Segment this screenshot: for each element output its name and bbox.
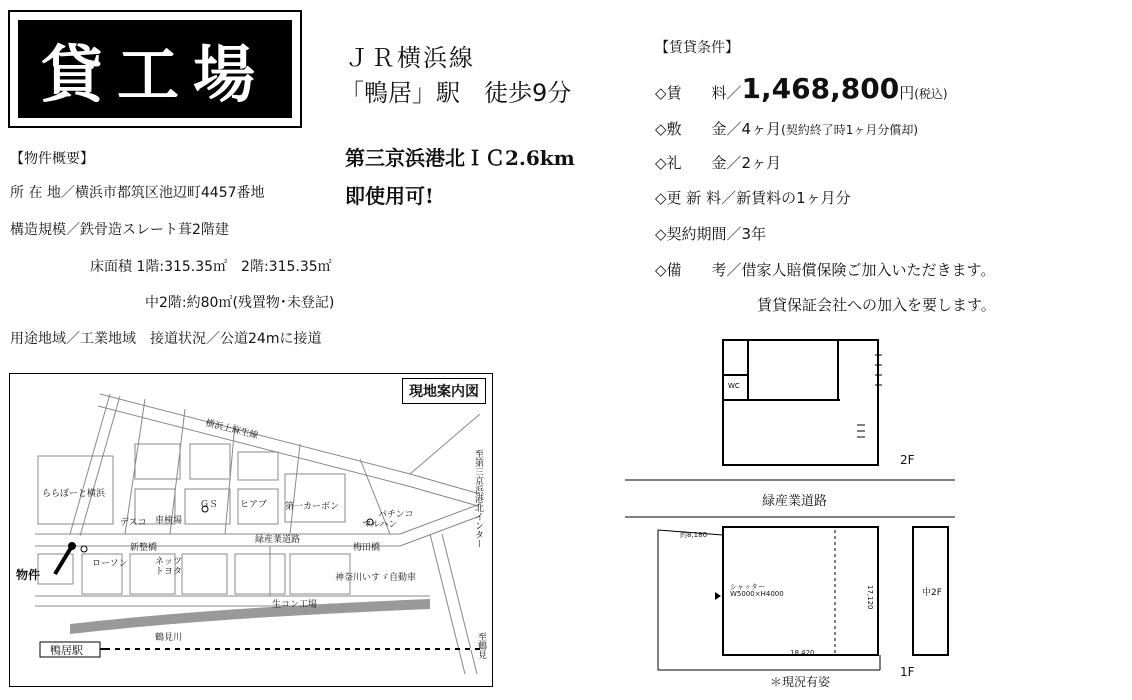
map-label-gs: ＧＳ xyxy=(200,500,219,510)
station-walk: 「鴨居」駅 徒歩9分 xyxy=(340,79,572,107)
location-map xyxy=(9,373,493,687)
rent-unit: 円 xyxy=(899,84,915,102)
ic-distance: 第三京浜港北ＩＣ2.6km xyxy=(345,146,575,170)
map-label-carbon: 第一カーボン xyxy=(285,502,340,512)
map-label-umedabashi: 梅田橋 xyxy=(353,543,381,553)
overview-heading: 【物件概要】 xyxy=(10,151,94,167)
title-box xyxy=(8,10,302,128)
deposit-value: 4ヶ月 xyxy=(741,120,782,138)
map-badge: 現地案内図 xyxy=(402,378,486,404)
plan-2f-label: 2F xyxy=(900,453,915,467)
availability: 即使用可! xyxy=(345,184,434,208)
map-label-isuzu: 神奈川いすゞ自動車 xyxy=(335,573,417,583)
zoning: 用途地域／工業地域 接道状況／公道24mに接道 xyxy=(10,331,322,347)
plan-shutter: シャッター xyxy=(730,583,765,591)
train-line: ＪＲ横浜線 xyxy=(345,44,475,72)
map-label-lawson: ローソン xyxy=(92,559,128,569)
map-label-seikon: 生コン工場 xyxy=(272,600,318,610)
plan-dim-c: 17,120 xyxy=(866,585,874,610)
page-title: 貸工場 xyxy=(18,20,292,118)
renewal-fee: ◇更 新 料／新賃料の1ヶ月分 xyxy=(655,189,851,207)
map-label-hiab: ヒアブ xyxy=(240,500,268,510)
map-label-ryokusan: 緑産業道路 xyxy=(255,535,301,545)
rent-tax: (税込) xyxy=(914,87,948,101)
map-label-pachinko: パチンコ xyxy=(378,510,414,520)
plan-dim-b: 18,420 xyxy=(790,649,815,657)
rent-row xyxy=(655,72,948,105)
plan-road: 緑産業道路 xyxy=(762,494,828,509)
map-label-shakenjo: 車検場 xyxy=(155,516,183,526)
map-label-to-tsurumi: 至鶴見 xyxy=(476,632,486,659)
plan-1f-label: 1F xyxy=(900,665,915,679)
svg-text:WC: WC xyxy=(728,382,740,390)
map-label-netz: ネッツ xyxy=(155,557,183,567)
mezzanine-area: 中2階:約80㎡(残置物･未登記) xyxy=(145,295,335,311)
remarks-2: 賃貸保証会社への加入を要します。 xyxy=(757,296,996,314)
deposit-label: ◇敷 金／ xyxy=(655,120,742,138)
remarks: ◇備 考／借家人賠償保険ご加入いただきます。 xyxy=(655,261,996,279)
plan-mezz: 中2F xyxy=(922,588,942,598)
rent-label: ◇賃 料／ xyxy=(655,84,742,102)
map-label-road1: 横浜上麻生線 xyxy=(204,418,260,442)
contract-term: ◇契約期間／3年 xyxy=(655,225,767,243)
floor-plan xyxy=(620,335,970,690)
map-label-property: 物件 xyxy=(16,568,41,582)
plan-shutter-size: W5000×H4000 xyxy=(730,590,784,598)
deposit-row xyxy=(655,118,918,139)
map-label-shinseibashi: 新整橋 xyxy=(130,543,158,553)
floor-area: 床面積 1階:315.35㎡ 2階:315.35㎡ xyxy=(90,259,332,275)
map-label-lalaport: ららぽーと横浜 xyxy=(42,489,106,499)
rent-value: 1,468,800 xyxy=(741,72,900,105)
map-label-tsurumigawa: 鶴見川 xyxy=(155,633,183,643)
plan-note: ＊現況有姿 xyxy=(770,675,831,689)
map-label-desuko: デスコ xyxy=(120,518,147,528)
lease-heading: 【賃貸条件】 xyxy=(655,40,739,56)
map-label-station: 鴨居駅 xyxy=(50,644,83,657)
structure: 構造規模／鉄骨造スレート葺2階建 xyxy=(10,222,229,238)
map-label-toyota: トヨタ xyxy=(155,567,183,577)
map-label-maruhan: マルハン xyxy=(362,520,398,530)
key-money: ◇礼 金／2ヶ月 xyxy=(655,154,782,172)
map-drawing xyxy=(10,374,493,687)
plan-dim-a: 約8,180 xyxy=(680,531,708,539)
address: 所 在 地／横浜市都筑区池辺町4457番地 xyxy=(10,185,265,201)
map-label-to-daisan: 至第三京浜港北インター xyxy=(473,449,483,548)
deposit-note: (契約終了時1ヶ月分償却) xyxy=(781,123,919,137)
